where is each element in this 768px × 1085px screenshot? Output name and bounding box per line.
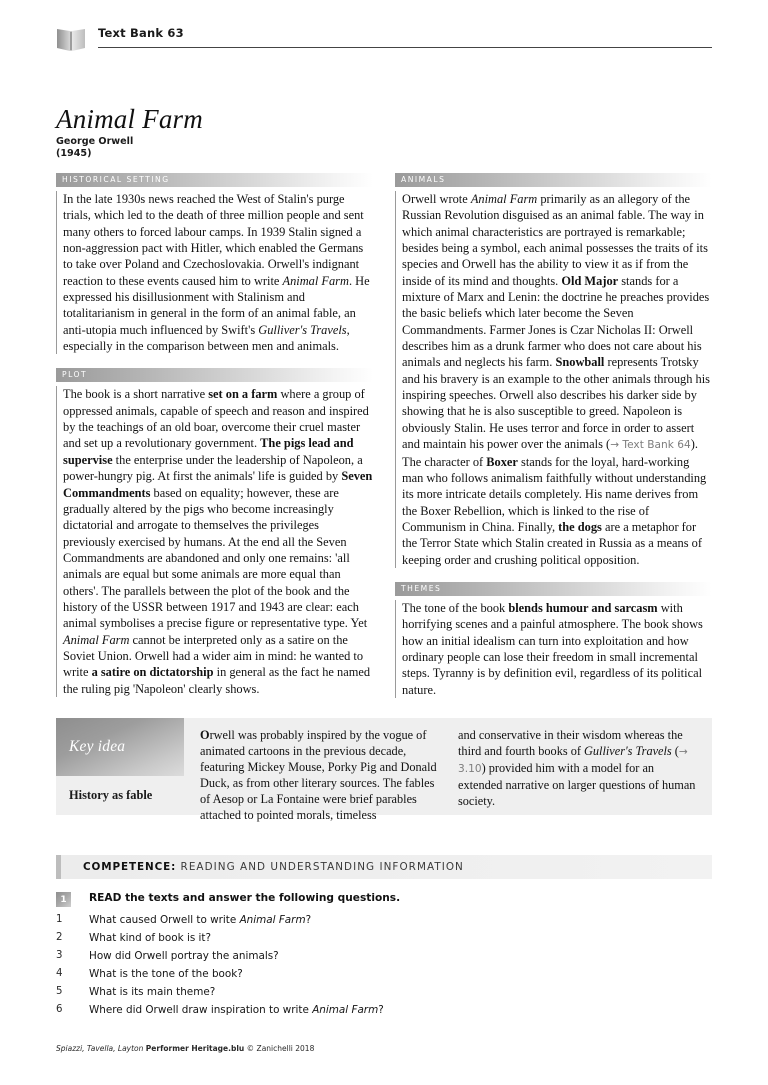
section-header-label: ANIMALS	[401, 175, 446, 184]
section-header-historical-setting	[56, 173, 373, 187]
key-idea-title: Key idea	[69, 738, 126, 755]
key-idea-text	[184, 718, 712, 822]
section-themes	[395, 582, 712, 698]
running-head	[56, 26, 712, 64]
section-plot	[56, 368, 373, 697]
question-item	[56, 949, 712, 964]
key-idea-title-bar	[56, 718, 184, 776]
footer-copyright: © Zanichelli 2018	[246, 1044, 315, 1053]
competence-label: COMPETENCE:	[83, 861, 177, 873]
section-animals	[395, 173, 712, 568]
question-item	[56, 931, 712, 946]
question-number: 3	[56, 950, 63, 961]
section-header-label: THEMES	[401, 583, 442, 593]
publication-year: (1945)	[56, 147, 92, 159]
exercise-block	[56, 891, 712, 1021]
author-name: George Orwell	[56, 136, 134, 147]
question-number: 1	[56, 914, 63, 925]
question-item	[56, 985, 712, 1000]
exercise-header	[56, 891, 712, 907]
right-column	[395, 173, 712, 698]
footer	[56, 1044, 712, 1053]
key-idea-column-1: Orwell was probably inspired by the vogue of animated cartoons in the previous decade, featuring Mickey Mouse, Porky Pig and Donald Duck, as from other literary sources. The fables of Aesop or La Fontaine were brief parables attached to pointed morals, timeless	[200, 728, 437, 822]
question-number: 2	[56, 932, 63, 943]
footer-authors: Spiazzi, Tavella, Layton	[56, 1044, 144, 1053]
question-text: Where did Orwell draw inspiration to write Animal Farm?	[89, 1004, 384, 1016]
section-header-themes	[395, 582, 712, 596]
left-column	[56, 173, 373, 698]
section-header-animals	[395, 173, 712, 187]
section-header-label: HISTORICAL SETTING	[62, 175, 170, 184]
section-body-themes: The tone of the book blends humour and sarcasm with horrifying scenes and a painful atmosphere. The book shows how an initial idealism can turn into exploitation and how ordinary people can lose their freedom in small incremental steps. Tyranny is by definition evil, regardless of its political nature.	[395, 600, 712, 698]
question-item	[56, 967, 712, 982]
question-number: 5	[56, 986, 63, 997]
key-idea-subtitle-bar	[56, 776, 184, 815]
section-header-plot	[56, 368, 373, 382]
question-item	[56, 913, 712, 928]
question-text: What kind of book is it?	[89, 932, 212, 944]
header-divider	[98, 47, 712, 48]
key-idea-column-2: and conservative in their wisdom whereas the third and fourth books of Gulliver's Travels (→ 3.10) provided him with a model for an extended narrative on larger questions of human society.	[458, 728, 696, 808]
section-body-animals: Orwell wrote Animal Farm primarily as an allegory of the Russian Revolution disguised as an animal fable. The way in which animal characteristics are portrayed is remarkable; besides being a symbol, each animal possesses the traits of its species and Orwell has the ability to view it as if from the inside of its mind and thoughts. Old Major stands for a mixture of Marx and Lenin: the doctrine he preaches provides the basic beliefs which later become the Seven Commandments. Farmer Jones is Czar Nicholas II: Orwell describes him as a drunk farmer who does not care about his animals and neglects his farm. Snowball represents Trotsky and his bravery is an example to the other animals through his inspiring speeches. Orwell also describes his darker side by showing that he is also susceptible to greed. Napoleon is obviously Stalin. He uses terror and force in order to assert and maintain his power over the animals (→ Text Bank 64). The character of Boxer stands for the loyal, hard-working man who follows animalism faithfully without understanding its more intricate details completely. His name derives from the Boxer Rebellion, which is linked to the rise of Communism in China. Finally, the dogs are a metaphor for the Terror State which Stalin created in Russia as a means of keeping order and crushing political opposition.	[395, 191, 712, 568]
section-header-label: PLOT	[62, 370, 88, 380]
key-idea-subtitle: History as fable	[69, 788, 153, 802]
key-idea-box	[56, 718, 712, 822]
key-idea-label-panel	[56, 718, 184, 815]
question-item	[56, 1003, 712, 1018]
question-text: What is the tone of the book?	[89, 968, 243, 980]
footer-publication: Performer Heritage.blu	[145, 1044, 245, 1053]
open-book-icon	[56, 27, 86, 53]
question-text: What is its main theme?	[89, 986, 216, 998]
title-block	[56, 104, 456, 160]
exercise-instruction: READ the texts and answer the following questions.	[89, 892, 401, 904]
competence-text	[61, 855, 464, 879]
competence-description: READING AND UNDERSTANDING INFORMATION	[180, 861, 464, 873]
section-body-historical-setting: In the late 1930s news reached the West of Stalin's purge trials, which led to the death of three million people and sent many others to forced labour camps. In 1939 Stalin signed a non-aggression pact with Hitler, which enabled the Germans to take over Poland and Czechoslovakia. Orwell's indignant reaction to these events caused him to write Animal Farm. He expressed his disillusionment with Stalinism and totalitarianism in general in the form of an animal fable, an anti-utopia much influenced by Swift's Gulliver's Travels, especially in the comparison between men and animals.	[56, 191, 373, 354]
question-list	[56, 913, 712, 1018]
question-text: What caused Orwell to write Animal Farm?	[89, 914, 312, 926]
section-historical-setting	[56, 173, 373, 354]
work-title: Animal Farm	[56, 104, 203, 134]
section-body-plot: The book is a short narrative set on a farm where a group of oppressed animals, capable of speech and reason and inspired by the teachings of an old boar, overcome their cruel master and set up a revolutionary government. The pigs lead and supervise the enterprise under the leadership of Napoleon, a power-hungry pig. At first the animals' life is guided by Seven Commandments based on equality; however, these are gradually altered by the pigs who become increasingly dictatorial and arrogate to themselves the privileges previously exercised by humans. At the end all the Seven Commandments are abandoned and only one remains: 'all animals are equal but some animals are more equal than others'. The parallels between the plot of the book and the history of the USSR between 1917 and 1943 are clear: each animal symbolises a precise figure or representative type. Yet Animal Farm cannot be interpreted only as a satire on the Soviet Union. Orwell had a wider aim in mind: he wanted to write a satire on dictatorship in general as the fact he named the ruling pig 'Napoleon' clearly shows.	[56, 386, 373, 697]
question-number: 6	[56, 1004, 63, 1015]
page-title: Text Bank 63	[98, 26, 184, 40]
competence-bar	[56, 855, 712, 879]
question-number: 4	[56, 968, 63, 979]
question-text: How did Orwell portray the animals?	[89, 950, 279, 962]
content-columns	[56, 173, 712, 698]
exercise-number-badge: 1	[56, 892, 71, 907]
